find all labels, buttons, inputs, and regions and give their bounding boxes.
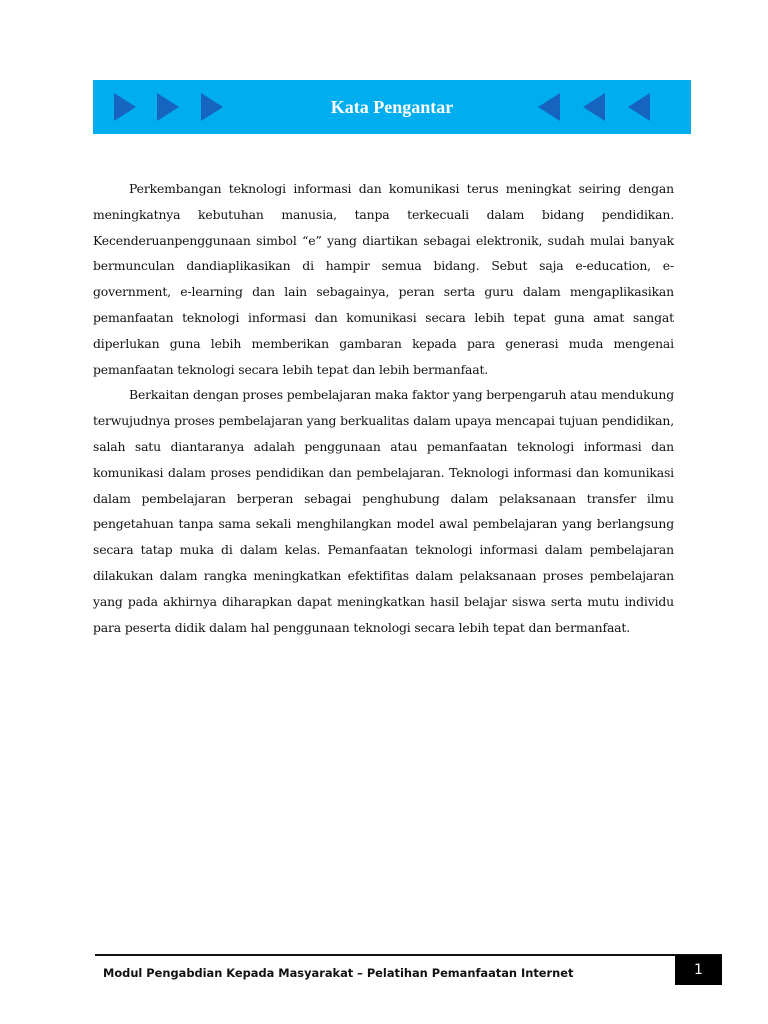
- paragraph: Perkembangan teknologi informasi dan komunikasi terus meningkat seiring dengan meningkatnya kebutuhan manusia, tanpa terkecuali dalam bidang pendidikan. Kecenderuanpenggunaan simbol “e” yang diartikan sebagai elektronik, sudah mulai banyak bermunculan dandiaplikasikan di hampir semua bidang. Sebut saja e-education, e-government, e-learning dan lain sebagainya, peran serta guru dalam mengaplikasikan pemanfaatan teknologi informasi dan komunikasi secara lebih tepat guna amat sangat diperlukan guna lebih memberikan gambaran kepada para generasi muda mengenai pemanfaatan teknologi secara lebih tepat dan lebih bermanfaat.: [93, 181, 674, 377]
- triangle-left-icon: [628, 93, 650, 121]
- title-banner: [93, 80, 691, 134]
- triangle-left-icon: [583, 93, 605, 121]
- footer-divider: [95, 954, 722, 956]
- document-body: [93, 176, 674, 640]
- triangle-left-icon: [538, 93, 560, 121]
- footer-title: Modul Pengabdian Kepada Masyarakat – Pelatihan Pemanfaatan Internet: [103, 966, 574, 980]
- page-title: Kata Pengantar: [330, 97, 454, 117]
- paragraph: Berkaitan dengan proses pembelajaran maka faktor yang berpengaruh atau mendukung terwujudnya proses pembelajaran yang berkualitas dalam upaya mencapai tujuan pendidikan, salah satu diantaranya adalah penggunaan atau pemanfaatan teknologi informasi dan komunikasi dalam proses pendidikan dan pembelajaran. Teknologi informasi dan komunikasi dalam pembelajaran berperan sebagai penghubung dalam pelaksanaan transfer ilmu pengetahuan tanpa sama sekali menghilangkan model awal pembelajaran yang berlangsung secara tatap muka di dalam kelas. Pemanfaatan teknologi informasi dalam pembelajaran dilakukan dalam rangka meningkatkan efektifitas dalam pelaksanaan proses pembelajaran yang pada akhirnya diharapkan dapat meningkatkan hasil belajar siswa serta mutu individu para peserta didik dalam hal penggunaan teknologi secara lebih tepat dan bermanfaat.: [93, 387, 674, 635]
- page-number: 1: [675, 955, 722, 985]
